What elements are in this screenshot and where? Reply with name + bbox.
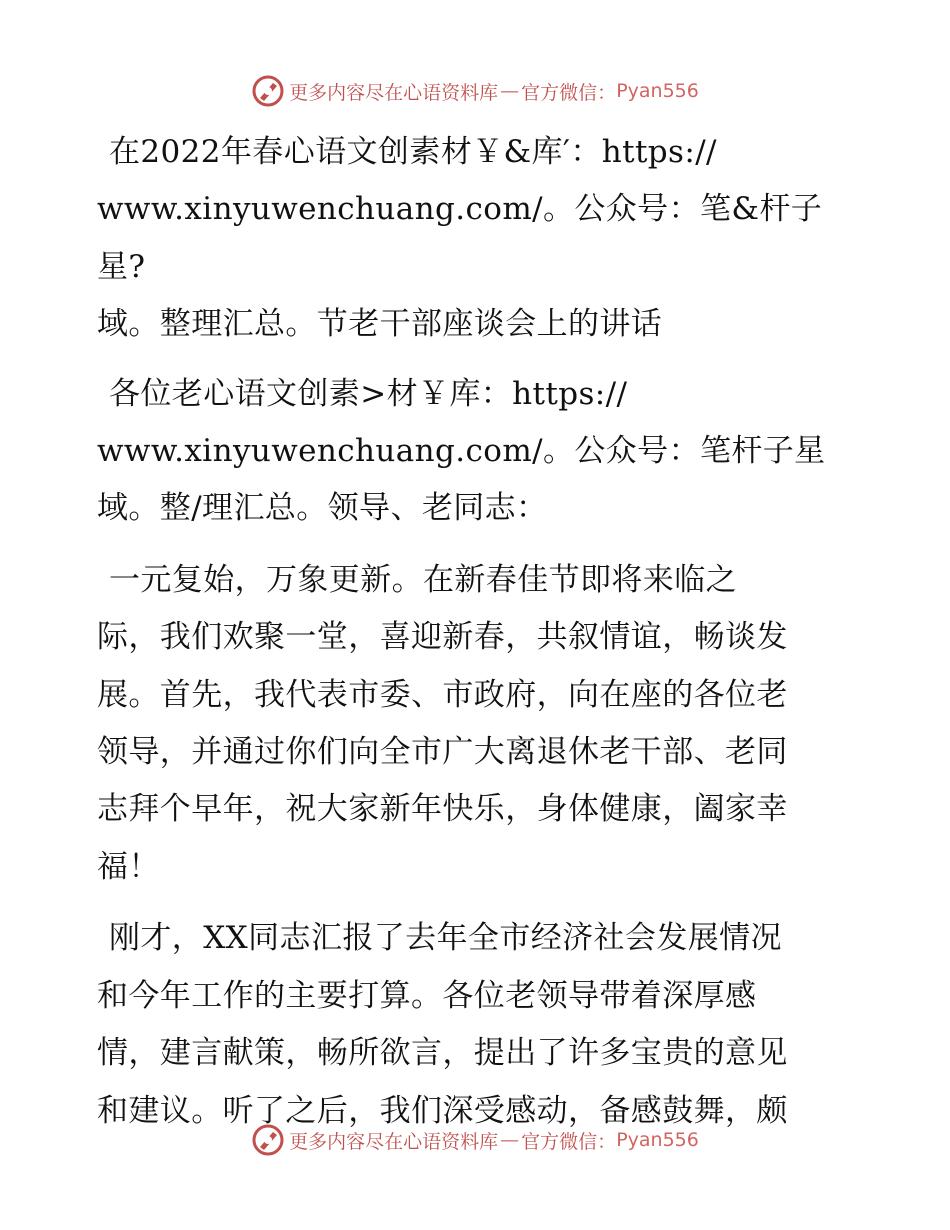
watermark-text: 更多内容尽在心语资料库 — [289, 81, 499, 104]
paragraph-line: 刚才，XX同志汇报了去年全市经济社会发展情况 — [109, 920, 782, 957]
paragraph-line: 各位老心语文创素>材￥库：https:// — [109, 375, 628, 412]
watermark-official: 官方微信： — [521, 81, 617, 104]
paragraph-line: 一元复始，万象更新。在新春佳节即将来临之 — [109, 561, 737, 598]
paragraph-line: 志拜个早年，祝大家新年快乐，身体健康，阖家幸 — [97, 791, 788, 828]
paragraph-line: 域。整理汇总。节老干部座谈会上的讲话 — [97, 306, 663, 343]
paragraph-line: 和建议。听了之后，我们深受感动，备感鼓舞，颇 — [97, 1092, 788, 1129]
watermark-wechat-id: Pyan556 — [616, 1129, 699, 1151]
paragraph-3 — [97, 552, 857, 896]
paragraph-line: 福！ — [97, 848, 160, 885]
header-watermark — [0, 71, 950, 111]
watermark-official: 官方微信： — [521, 1130, 617, 1153]
paragraph-1 — [97, 124, 857, 354]
watermark-wechat-id: Pyan556 — [616, 80, 699, 102]
watermark-text: 更多内容尽在心语资料库 — [289, 1130, 499, 1153]
brand-logo-icon — [251, 74, 285, 108]
paragraph-line: www.xinyuwenchuang.com/。公众号：笔&杆子星? — [97, 191, 823, 285]
brand-logo-icon — [251, 1123, 285, 1157]
document-body — [97, 124, 857, 1140]
footer-watermark — [0, 1120, 950, 1160]
paragraph-4 — [97, 910, 857, 1140]
paragraph-line: 情，建言献策，畅所欲言，提出了许多宝贵的意见 — [97, 1035, 788, 1072]
paragraph-line: 领导，并通过你们向全市广大离退休老干部、老同 — [97, 734, 788, 771]
paragraph-2 — [97, 366, 857, 538]
watermark-separator: — — [500, 1129, 520, 1151]
paragraph-line: 展。首先，我代表市委、市政府，向在座的各位老 — [97, 676, 788, 713]
paragraph-line: 域。整/理汇总。领导、老同志： — [97, 490, 548, 527]
watermark-separator: — — [500, 80, 520, 102]
paragraph-line: www.xinyuwenchuang.com/。公众号：笔杆子星 — [97, 433, 826, 470]
paragraph-line: 际，我们欢聚一堂，喜迎新春，共叙情谊，畅谈发 — [97, 619, 788, 656]
paragraph-line: 在2022年春心语文创素材￥&库′：https:// — [109, 134, 717, 170]
paragraph-line: 和今年工作的主要打算。各位老领导带着深厚感 — [97, 977, 757, 1014]
